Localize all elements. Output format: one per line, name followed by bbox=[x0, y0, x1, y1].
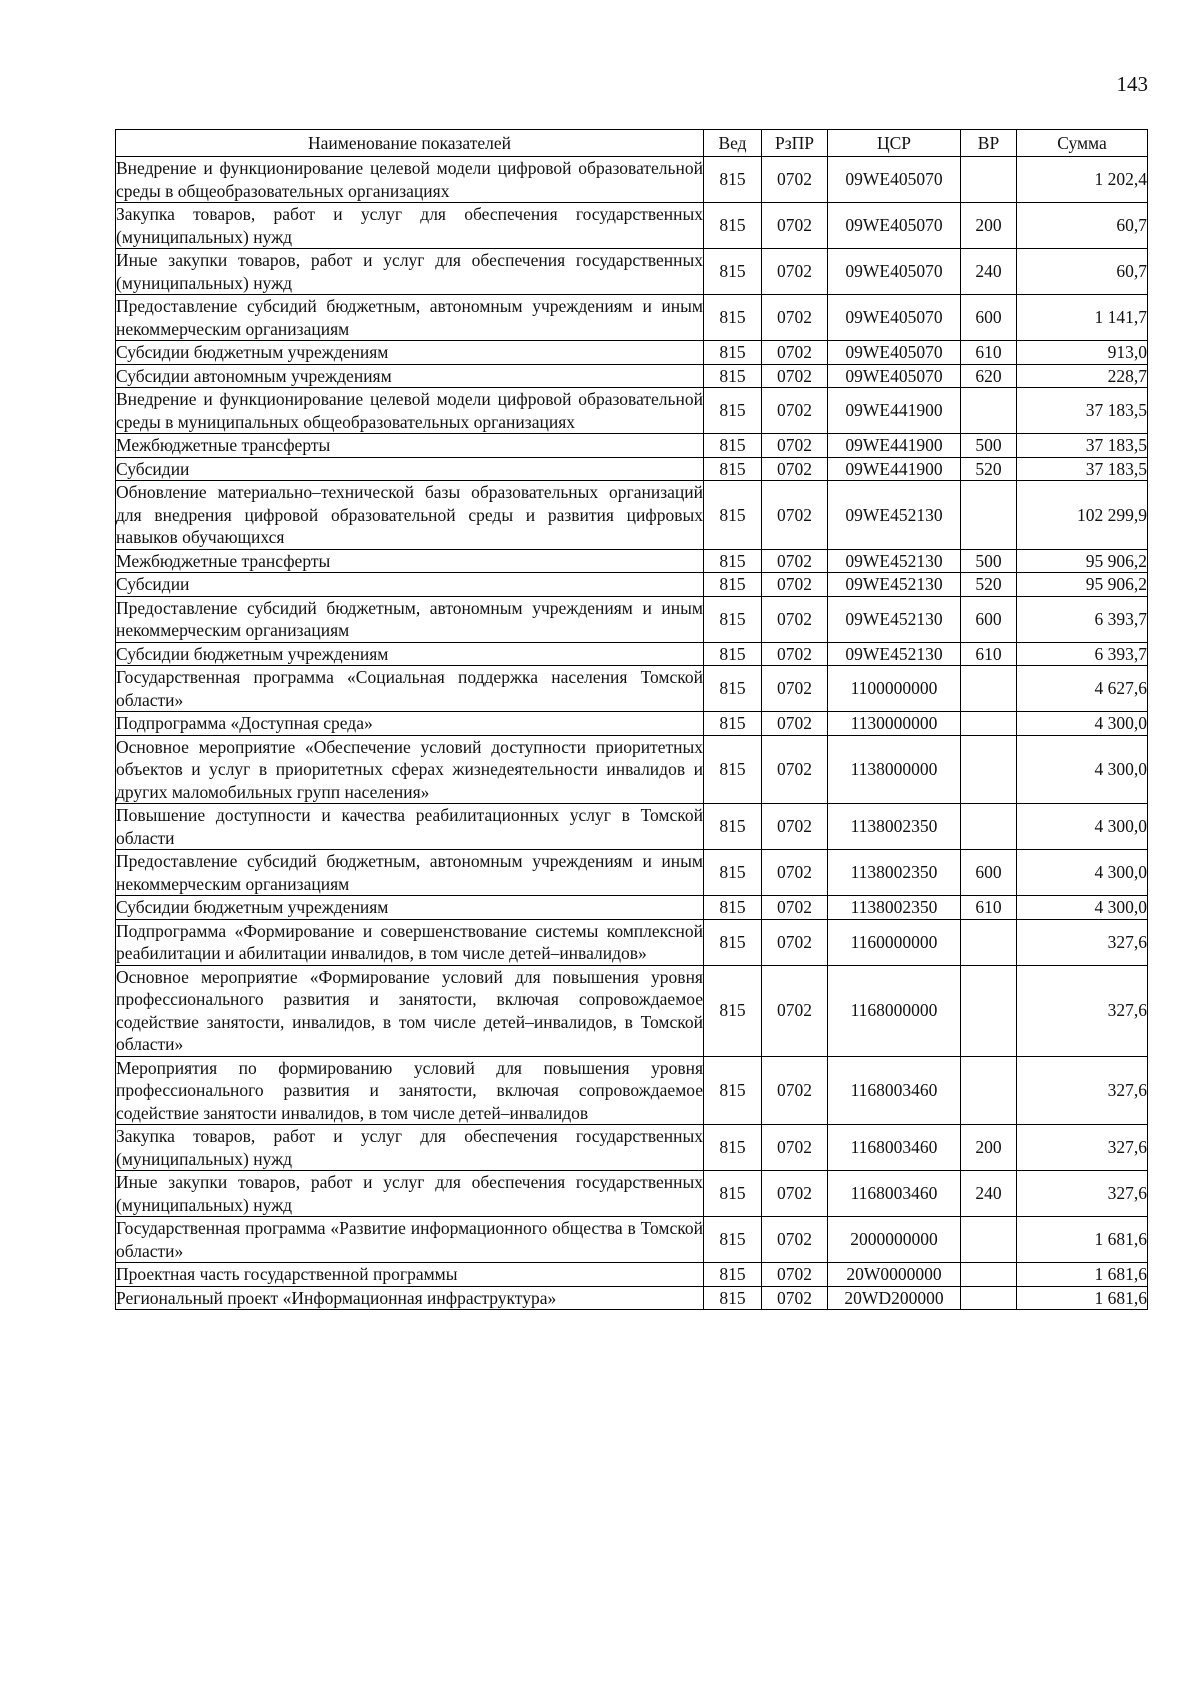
row-sum-cell: 1 202,4 bbox=[1017, 157, 1148, 203]
row-rzpr-cell: 0702 bbox=[762, 1171, 828, 1217]
row-vr-cell bbox=[961, 1217, 1017, 1263]
row-csr-cell: 1130000000 bbox=[828, 712, 961, 736]
row-name-cell: Субсидии бюджетным учреждениям bbox=[116, 642, 704, 666]
table-row bbox=[116, 850, 1148, 896]
row-csr-cell: 09WE452130 bbox=[828, 642, 961, 666]
row-sum-cell: 4 300,0 bbox=[1017, 804, 1148, 850]
row-ved-cell: 815 bbox=[704, 1263, 762, 1287]
row-sum-cell: 37 183,5 bbox=[1017, 434, 1148, 458]
row-rzpr-cell: 0702 bbox=[762, 850, 828, 896]
row-vr-cell bbox=[961, 1056, 1017, 1125]
row-name-cell: Мероприятия по формированию условий для повышения уровня профессионального развития и занятости, включая сопровождаемое содействие занятости инвалидов, в том числе детей–инвалидов bbox=[116, 1057, 703, 1123]
table-row bbox=[116, 1056, 1148, 1125]
row-csr-cell: 20W0000000 bbox=[828, 1263, 961, 1287]
row-csr-cell: 09WE405070 bbox=[828, 203, 961, 249]
row-ved-cell: 815 bbox=[704, 712, 762, 736]
row-ved-cell: 815 bbox=[704, 341, 762, 365]
row-name-cell: Предоставление субсидий бюджетным, автономным учреждениям и иным некоммерческим организациям bbox=[116, 597, 703, 640]
row-rzpr-cell: 0702 bbox=[762, 642, 828, 666]
row-ved-cell: 815 bbox=[704, 1056, 762, 1125]
row-sum-cell: 913,0 bbox=[1017, 341, 1148, 365]
row-vr-cell: 600 bbox=[961, 295, 1017, 341]
row-vr-cell: 600 bbox=[961, 850, 1017, 896]
row-name-cell: Предоставление субсидий бюджетным, автономным учреждениям и иным некоммерческим организациям bbox=[116, 851, 703, 894]
row-ved-cell: 815 bbox=[704, 1217, 762, 1263]
row-ved-cell: 815 bbox=[704, 666, 762, 712]
row-csr-cell: 09WE441900 bbox=[828, 388, 961, 434]
table-row bbox=[116, 666, 1148, 712]
header-rzpr: РзПР bbox=[762, 130, 828, 157]
row-csr-cell: 1138002350 bbox=[828, 896, 961, 920]
row-vr-cell bbox=[961, 965, 1017, 1056]
row-sum-cell: 95 906,2 bbox=[1017, 573, 1148, 597]
row-name-cell: Государственная программа «Развитие информационного общества в Томской области» bbox=[116, 1218, 703, 1261]
row-sum-cell: 37 183,5 bbox=[1017, 388, 1148, 434]
row-ved-cell: 815 bbox=[704, 249, 762, 295]
row-vr-cell: 610 bbox=[961, 642, 1017, 666]
row-rzpr-cell: 0702 bbox=[762, 804, 828, 850]
row-sum-cell: 4 300,0 bbox=[1017, 712, 1148, 736]
row-sum-cell: 6 393,7 bbox=[1017, 596, 1148, 642]
table-row bbox=[116, 1125, 1148, 1171]
row-csr-cell: 09WE405070 bbox=[828, 249, 961, 295]
table-row bbox=[116, 712, 1148, 736]
row-name-cell: Предоставление субсидий бюджетным, автономным учреждениям и иным некоммерческим организациям bbox=[116, 296, 703, 339]
row-sum-cell: 327,6 bbox=[1017, 1171, 1148, 1217]
row-rzpr-cell: 0702 bbox=[762, 203, 828, 249]
row-vr-cell: 610 bbox=[961, 896, 1017, 920]
table-row bbox=[116, 642, 1148, 666]
row-ved-cell: 815 bbox=[704, 157, 762, 203]
row-vr-cell bbox=[961, 919, 1017, 965]
table-row bbox=[116, 549, 1148, 573]
table-header-row bbox=[116, 130, 1148, 157]
row-vr-cell: 600 bbox=[961, 596, 1017, 642]
row-ved-cell: 815 bbox=[704, 481, 762, 550]
row-name-cell: Региональный проект «Информационная инфраструктура» bbox=[116, 1286, 704, 1310]
row-csr-cell: 09WE441900 bbox=[828, 457, 961, 481]
row-sum-cell: 4 300,0 bbox=[1017, 896, 1148, 920]
row-sum-cell: 1 141,7 bbox=[1017, 295, 1148, 341]
row-rzpr-cell: 0702 bbox=[762, 249, 828, 295]
row-sum-cell: 4 627,6 bbox=[1017, 666, 1148, 712]
table-row bbox=[116, 341, 1148, 365]
row-rzpr-cell: 0702 bbox=[762, 919, 828, 965]
row-ved-cell: 815 bbox=[704, 457, 762, 481]
row-csr-cell: 1168003460 bbox=[828, 1125, 961, 1171]
row-name-cell: Основное мероприятие «Обеспечение условий доступности приоритетных объектов и услуг в приоритетных сферах жизнедеятельности инвалидов и других маломобильных групп населения» bbox=[116, 736, 703, 802]
row-name-cell: Обновление материально–технической базы образовательных организаций для внедрения цифровой образовательной среды и развития цифровых навыков обучающихся bbox=[116, 482, 703, 547]
row-csr-cell: 1168003460 bbox=[828, 1056, 961, 1125]
row-name-cell: Подпрограмма «Формирование и совершенствование системы комплексной реабилитации и абилитации инвалидов, в том числе детей–инвалидов» bbox=[116, 920, 703, 963]
row-rzpr-cell: 0702 bbox=[762, 364, 828, 388]
budget-table bbox=[115, 129, 1148, 1310]
row-csr-cell: 1138002350 bbox=[828, 850, 961, 896]
row-vr-cell: 500 bbox=[961, 549, 1017, 573]
table-row bbox=[116, 457, 1148, 481]
table-row bbox=[116, 249, 1148, 295]
row-name-cell: Государственная программа «Социальная поддержка населения Томской области» bbox=[116, 667, 703, 710]
row-sum-cell: 60,7 bbox=[1017, 203, 1148, 249]
row-ved-cell: 815 bbox=[704, 1125, 762, 1171]
page-number: 143 bbox=[1116, 72, 1148, 96]
row-csr-cell: 1168003460 bbox=[828, 1171, 961, 1217]
row-vr-cell bbox=[961, 1263, 1017, 1287]
row-csr-cell: 1160000000 bbox=[828, 919, 961, 965]
row-csr-cell: 09WE405070 bbox=[828, 341, 961, 365]
header-name: Наименование показателей bbox=[116, 130, 704, 157]
header-vr: ВР bbox=[961, 130, 1017, 157]
row-ved-cell: 815 bbox=[704, 735, 762, 804]
row-csr-cell: 09WE405070 bbox=[828, 364, 961, 388]
row-rzpr-cell: 0702 bbox=[762, 965, 828, 1056]
row-name-cell: Закупка товаров, работ и услуг для обеспечения государственных (муниципальных) нужд bbox=[116, 1126, 703, 1169]
table-row bbox=[116, 481, 1148, 550]
row-vr-cell: 520 bbox=[961, 573, 1017, 597]
row-ved-cell: 815 bbox=[704, 549, 762, 573]
row-name-cell: Субсидии бюджетным учреждениям bbox=[116, 896, 704, 920]
row-name-cell: Внедрение и функционирование целевой модели цифровой образовательной среды в общеобразовательных организациях bbox=[116, 158, 703, 201]
row-rzpr-cell: 0702 bbox=[762, 1125, 828, 1171]
row-csr-cell: 09WE452130 bbox=[828, 549, 961, 573]
row-ved-cell: 815 bbox=[704, 388, 762, 434]
row-csr-cell: 09WE441900 bbox=[828, 434, 961, 458]
row-vr-cell bbox=[961, 666, 1017, 712]
row-sum-cell: 37 183,5 bbox=[1017, 457, 1148, 481]
row-rzpr-cell: 0702 bbox=[762, 1217, 828, 1263]
table-row bbox=[116, 573, 1148, 597]
row-rzpr-cell: 0702 bbox=[762, 1056, 828, 1125]
table-row bbox=[116, 596, 1148, 642]
row-vr-cell bbox=[961, 712, 1017, 736]
row-rzpr-cell: 0702 bbox=[762, 573, 828, 597]
row-ved-cell: 815 bbox=[704, 434, 762, 458]
row-name-cell: Межбюджетные трансферты bbox=[116, 549, 704, 573]
row-rzpr-cell: 0702 bbox=[762, 549, 828, 573]
row-ved-cell: 815 bbox=[704, 596, 762, 642]
row-rzpr-cell: 0702 bbox=[762, 481, 828, 550]
table-body bbox=[116, 157, 1148, 1310]
row-name-cell: Проектная часть государственной программы bbox=[116, 1263, 704, 1287]
table-row bbox=[116, 965, 1148, 1056]
row-vr-cell: 610 bbox=[961, 341, 1017, 365]
table-row bbox=[116, 1263, 1148, 1287]
row-vr-cell bbox=[961, 804, 1017, 850]
row-csr-cell: 09WE405070 bbox=[828, 295, 961, 341]
table-row bbox=[116, 735, 1148, 804]
table-row bbox=[116, 388, 1148, 434]
table-row bbox=[116, 203, 1148, 249]
row-sum-cell: 102 299,9 bbox=[1017, 481, 1148, 550]
row-name-cell: Субсидии bbox=[116, 457, 704, 481]
row-sum-cell: 327,6 bbox=[1017, 1056, 1148, 1125]
row-vr-cell bbox=[961, 735, 1017, 804]
row-ved-cell: 815 bbox=[704, 1171, 762, 1217]
table-row bbox=[116, 1286, 1148, 1310]
row-rzpr-cell: 0702 bbox=[762, 1286, 828, 1310]
row-sum-cell: 4 300,0 bbox=[1017, 735, 1148, 804]
row-name-cell: Иные закупки товаров, работ и услуг для обеспечения государственных (муниципальных) нужд bbox=[116, 1172, 703, 1215]
row-name-cell: Основное мероприятие «Формирование условий для повышения уровня профессионального развития и занятости, включая сопровождаемое содействие занятости, инвалидов, в том числе детей–инвалидов, в Томской области» bbox=[116, 966, 703, 1054]
row-csr-cell: 1138002350 bbox=[828, 804, 961, 850]
row-vr-cell: 500 bbox=[961, 434, 1017, 458]
row-ved-cell: 815 bbox=[704, 203, 762, 249]
row-vr-cell: 240 bbox=[961, 249, 1017, 295]
row-csr-cell: 1168000000 bbox=[828, 965, 961, 1056]
table-row bbox=[116, 1171, 1148, 1217]
row-rzpr-cell: 0702 bbox=[762, 388, 828, 434]
row-sum-cell: 1 681,6 bbox=[1017, 1286, 1148, 1310]
row-name-cell: Подпрограмма «Доступная среда» bbox=[116, 712, 704, 736]
table-row bbox=[116, 364, 1148, 388]
row-vr-cell: 520 bbox=[961, 457, 1017, 481]
row-ved-cell: 815 bbox=[704, 896, 762, 920]
row-vr-cell bbox=[961, 481, 1017, 550]
row-name-cell: Закупка товаров, работ и услуг для обеспечения государственных (муниципальных) нужд bbox=[116, 204, 703, 247]
table-row bbox=[116, 157, 1148, 203]
row-ved-cell: 815 bbox=[704, 295, 762, 341]
row-rzpr-cell: 0702 bbox=[762, 735, 828, 804]
row-sum-cell: 228,7 bbox=[1017, 364, 1148, 388]
row-name-cell: Межбюджетные трансферты bbox=[116, 434, 704, 458]
row-vr-cell bbox=[961, 388, 1017, 434]
row-ved-cell: 815 bbox=[704, 1286, 762, 1310]
row-vr-cell: 200 bbox=[961, 203, 1017, 249]
row-rzpr-cell: 0702 bbox=[762, 596, 828, 642]
row-sum-cell: 327,6 bbox=[1017, 1125, 1148, 1171]
row-ved-cell: 815 bbox=[704, 364, 762, 388]
row-name-cell: Субсидии автономным учреждениям bbox=[116, 364, 704, 388]
row-rzpr-cell: 0702 bbox=[762, 666, 828, 712]
row-rzpr-cell: 0702 bbox=[762, 457, 828, 481]
row-csr-cell: 1100000000 bbox=[828, 666, 961, 712]
row-csr-cell: 09WE452130 bbox=[828, 573, 961, 597]
table-row bbox=[116, 295, 1148, 341]
row-rzpr-cell: 0702 bbox=[762, 157, 828, 203]
table-row bbox=[116, 434, 1148, 458]
row-vr-cell bbox=[961, 1286, 1017, 1310]
row-csr-cell: 09WE405070 bbox=[828, 157, 961, 203]
row-csr-cell: 2000000000 bbox=[828, 1217, 961, 1263]
row-vr-cell: 620 bbox=[961, 364, 1017, 388]
table-row bbox=[116, 804, 1148, 850]
row-vr-cell: 240 bbox=[961, 1171, 1017, 1217]
row-rzpr-cell: 0702 bbox=[762, 896, 828, 920]
table-row bbox=[116, 1217, 1148, 1263]
row-sum-cell: 4 300,0 bbox=[1017, 850, 1148, 896]
table-row bbox=[116, 919, 1148, 965]
row-sum-cell: 6 393,7 bbox=[1017, 642, 1148, 666]
row-csr-cell: 09WE452130 bbox=[828, 481, 961, 550]
header-csr: ЦСР bbox=[828, 130, 961, 157]
row-sum-cell: 1 681,6 bbox=[1017, 1263, 1148, 1287]
row-sum-cell: 327,6 bbox=[1017, 965, 1148, 1056]
row-name-cell: Субсидии бюджетным учреждениям bbox=[116, 341, 704, 365]
row-vr-cell: 200 bbox=[961, 1125, 1017, 1171]
row-sum-cell: 60,7 bbox=[1017, 249, 1148, 295]
row-rzpr-cell: 0702 bbox=[762, 1263, 828, 1287]
row-name-cell: Иные закупки товаров, работ и услуг для обеспечения государственных (муниципальных) нужд bbox=[116, 250, 703, 293]
row-ved-cell: 815 bbox=[704, 850, 762, 896]
row-sum-cell: 327,6 bbox=[1017, 919, 1148, 965]
table-row bbox=[116, 896, 1148, 920]
header-sum: Сумма bbox=[1017, 130, 1148, 157]
row-ved-cell: 815 bbox=[704, 573, 762, 597]
row-ved-cell: 815 bbox=[704, 804, 762, 850]
row-rzpr-cell: 0702 bbox=[762, 712, 828, 736]
row-rzpr-cell: 0702 bbox=[762, 295, 828, 341]
row-name-cell: Повышение доступности и качества реабилитационных услуг в Томской области bbox=[116, 805, 703, 848]
row-vr-cell bbox=[961, 157, 1017, 203]
header-ved: Вед bbox=[704, 130, 762, 157]
row-ved-cell: 815 bbox=[704, 642, 762, 666]
row-rzpr-cell: 0702 bbox=[762, 341, 828, 365]
row-name-cell: Внедрение и функционирование целевой модели цифровой образовательной среды в муниципальных общеобразовательных организациях bbox=[116, 389, 703, 432]
row-csr-cell: 1138000000 bbox=[828, 735, 961, 804]
row-sum-cell: 95 906,2 bbox=[1017, 549, 1148, 573]
row-csr-cell: 20WD200000 bbox=[828, 1286, 961, 1310]
row-ved-cell: 815 bbox=[704, 965, 762, 1056]
row-name-cell: Субсидии bbox=[116, 573, 704, 597]
row-ved-cell: 815 bbox=[704, 919, 762, 965]
row-csr-cell: 09WE452130 bbox=[828, 596, 961, 642]
row-rzpr-cell: 0702 bbox=[762, 434, 828, 458]
row-sum-cell: 1 681,6 bbox=[1017, 1217, 1148, 1263]
